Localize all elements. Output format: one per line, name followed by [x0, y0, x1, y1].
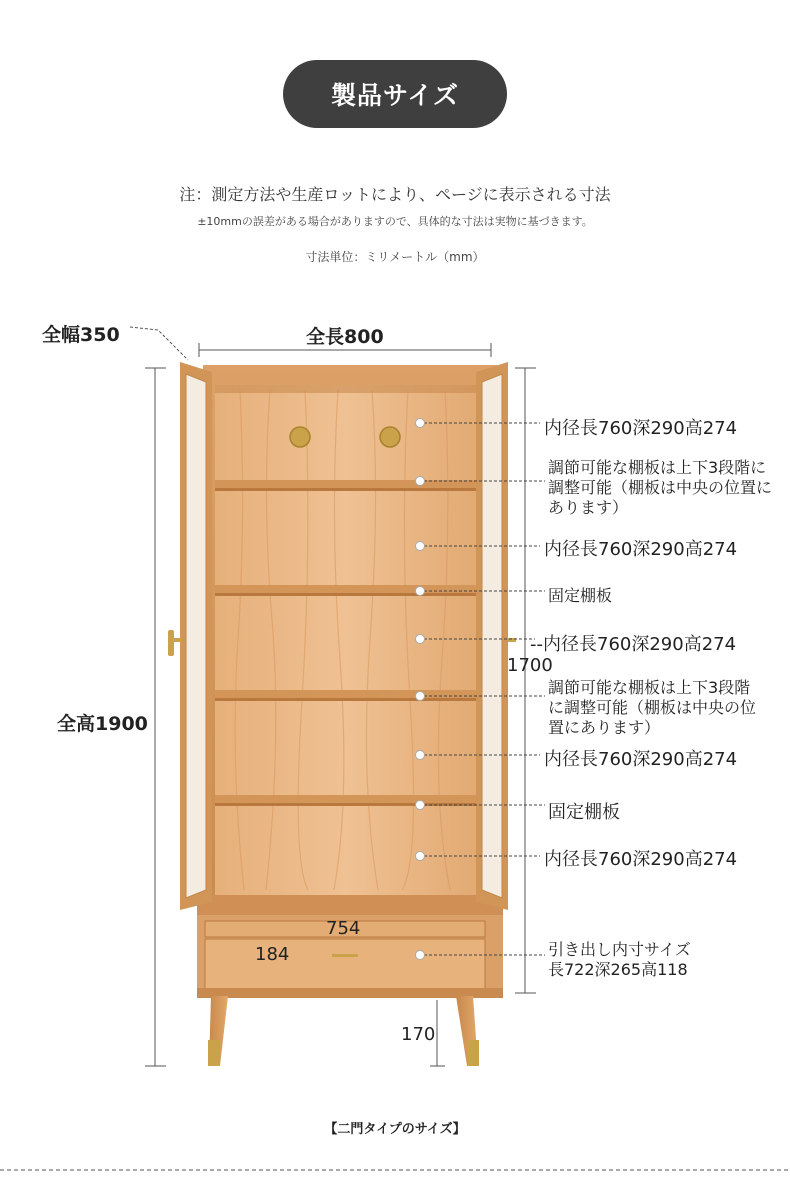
left-door [168, 362, 212, 910]
drawer-width-label: 754 [326, 918, 361, 939]
adjustable-shelf-note-2: 調節可能な棚板は上下3段階 に調整可能（棚板は中央の位 置にあります） [548, 678, 757, 737]
inner-size-5: 内径長760深290高274 [544, 849, 738, 870]
unit-note: 寸法単位：ミリメートル（mm） [305, 250, 485, 264]
depth-label: 全幅350 [42, 324, 120, 346]
fixed-shelf-2: 固定棚板 [548, 802, 620, 823]
inner-size-1: 内径長760深290高274 [544, 418, 738, 439]
title-text: 製品サイズ [330, 81, 459, 110]
width-label: 全長800 [306, 326, 384, 348]
inner-size-4: 内径長760深290高274 [544, 749, 738, 770]
drawer-handle [332, 954, 358, 957]
adjustable-shelf-note-1: 調節可能な棚板は上下3段階に 調整可能（棚板は中央の位置に あります） [548, 458, 773, 517]
left-door-handle [168, 630, 174, 656]
back-panel [215, 385, 477, 895]
height-label: 全高1900 [57, 713, 148, 735]
inner-size-3: --内径長760深290高274 [530, 634, 737, 655]
cable-hole-left [290, 427, 310, 447]
inner-size-2: 内径長760深290高274 [544, 539, 738, 560]
drawer-inner-size: 引き出し内寸サイズ 長722深265高118 [548, 940, 691, 979]
cable-hole-right [380, 427, 400, 447]
base-top [197, 895, 503, 917]
drawer-front [205, 939, 485, 989]
legs [208, 996, 479, 1066]
footer-caption: 【二門タイプのサイズ】 [324, 1122, 466, 1137]
tolerance-note: ±10mmの誤差がある場合がありますので、具体的な寸法は実物に基づきます。 [197, 215, 593, 228]
leg-height-label: 170 [401, 1024, 436, 1045]
cabinet-body [197, 365, 503, 998]
measurement-note: 注：測定方法や生産ロットにより、ページに表示される寸法 [179, 185, 611, 204]
right-door [476, 362, 516, 910]
drawer-height-label: 184 [255, 944, 290, 965]
fixed-shelf-1: 固定棚板 [548, 586, 613, 605]
cabinet-height-label: 1700 [507, 655, 553, 676]
